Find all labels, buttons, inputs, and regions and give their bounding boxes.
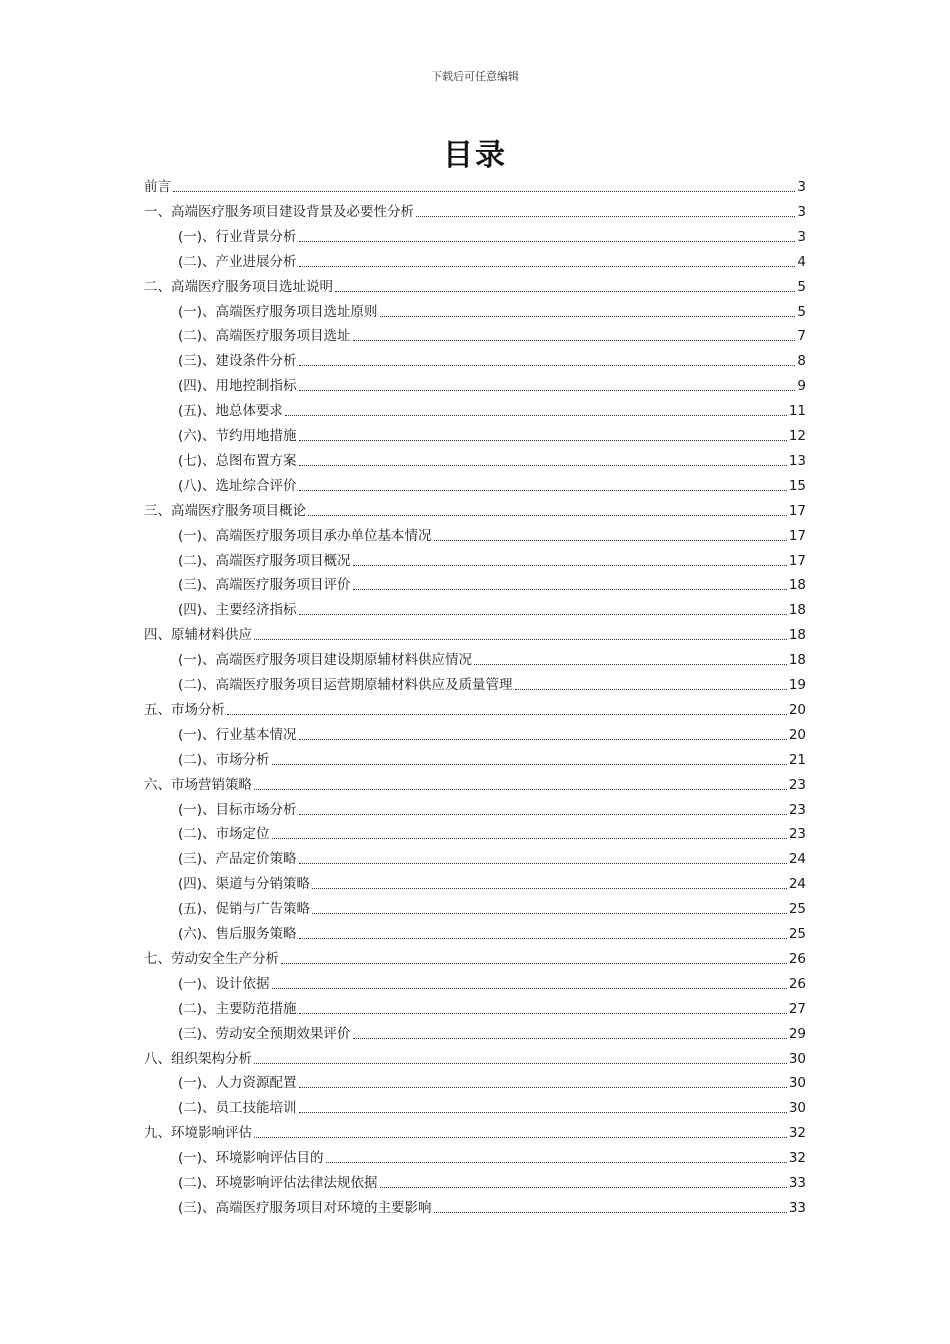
- toc-entry-label: 八、组织架构分析: [144, 1050, 252, 1067]
- toc-dot-leader: [299, 614, 787, 615]
- toc-chapter-entry[interactable]: [144, 176, 806, 196]
- toc-dot-leader: [353, 589, 787, 590]
- toc-section-entry[interactable]: [178, 923, 806, 943]
- toc-chapter-entry[interactable]: [144, 774, 806, 794]
- toc-entry-label: 前言: [144, 179, 171, 195]
- toc-dot-leader: [285, 415, 787, 416]
- toc-page-number: 17: [788, 527, 806, 544]
- toc-entry-label: (三)、高端医疗服务项目对环境的主要影响: [178, 1199, 432, 1216]
- toc-entry-label: (三)、高端医疗服务项目评价: [178, 577, 351, 594]
- toc-entry-label: (二)、环境影响评估法律法规依据: [178, 1175, 378, 1191]
- toc-page-number: 18: [788, 577, 806, 594]
- toc-page-number: 8: [797, 353, 806, 370]
- toc-entry-label: 二、高端医疗服务项目选址说明: [144, 278, 333, 295]
- toc-dot-leader: [299, 1013, 787, 1014]
- toc-dot-leader: [335, 291, 795, 292]
- toc-dot-leader: [380, 1187, 787, 1188]
- toc-entry-label: (二)、高端医疗服务项目选址: [178, 328, 351, 345]
- toc-entry-label: (一)、行业背景分析: [178, 228, 297, 245]
- toc-page-number: 9: [797, 378, 806, 395]
- toc-dot-leader: [380, 316, 796, 317]
- toc-dot-leader: [299, 390, 796, 391]
- toc-page-number: 23: [788, 776, 806, 793]
- toc-entry-label: 四、原辅材料供应: [144, 627, 252, 644]
- toc-section-entry[interactable]: [178, 550, 806, 570]
- toc-entry-label: (四)、渠道与分销策略: [178, 876, 311, 893]
- toc-section-entry[interactable]: [178, 749, 806, 769]
- toc-page-number: 25: [788, 926, 806, 942]
- toc-entry-label: 三、高端医疗服务项目概论: [144, 502, 306, 519]
- toc-page-number: 30: [788, 1075, 806, 1092]
- toc-entry-label: (六)、节约用地措施: [178, 428, 297, 444]
- toc-page-number: 7: [797, 328, 806, 345]
- toc-section-entry[interactable]: [178, 525, 806, 545]
- toc-entry-label: 六、市场营销策略: [144, 776, 252, 793]
- toc-section-entry[interactable]: [178, 1197, 806, 1217]
- toc-chapter-entry[interactable]: [144, 699, 806, 719]
- toc-entry-label: 七、劳动安全生产分析: [144, 950, 279, 967]
- toc-section-entry[interactable]: [178, 998, 806, 1018]
- toc-dot-leader: [353, 565, 787, 566]
- toc-entry-label: (六)、售后服务策略: [178, 926, 297, 942]
- toc-section-entry[interactable]: [178, 599, 806, 619]
- toc-page-number: 33: [788, 1175, 806, 1191]
- toc-entry-label: (三)、劳动安全预期效果评价: [178, 1025, 351, 1042]
- toc-entry-label: (八)、选址综合评价: [178, 477, 297, 494]
- toc-entry-label: 五、市场分析: [144, 701, 225, 718]
- toc-entry-label: 九、环境影响评估: [144, 1125, 252, 1142]
- toc-dot-leader: [416, 216, 795, 217]
- toc-dot-leader: [312, 913, 787, 914]
- toc-chapter-entry[interactable]: [144, 624, 806, 644]
- toc-dot-leader: [515, 689, 787, 690]
- toc-section-entry[interactable]: [178, 724, 806, 744]
- toc-entry-label: (二)、员工技能培训: [178, 1100, 297, 1117]
- toc-section-entry[interactable]: [178, 425, 806, 445]
- page-title: 目录: [443, 138, 507, 173]
- toc-entry-label: (二)、高端医疗服务项目运营期原辅材料供应及质量管理: [178, 677, 513, 693]
- toc-dot-leader: [299, 1112, 787, 1113]
- toc-chapter-entry[interactable]: [144, 500, 806, 520]
- toc-page-number: 25: [788, 901, 806, 918]
- toc-page-number: 3: [797, 228, 806, 245]
- toc-entry-label: (二)、市场定位: [178, 826, 270, 843]
- toc-entry-label: (一)、行业基本情况: [178, 726, 297, 743]
- toc-page-number: 24: [788, 876, 806, 893]
- toc-section-entry[interactable]: [178, 1023, 806, 1043]
- toc-entry-label: (四)、主要经济指标: [178, 602, 297, 619]
- toc-section-entry[interactable]: [178, 873, 806, 893]
- toc-section-entry[interactable]: [178, 325, 806, 345]
- toc-dot-leader: [326, 1162, 787, 1163]
- toc-dot-leader: [299, 465, 787, 466]
- toc-section-entry[interactable]: [178, 350, 806, 370]
- toc-entry-label: (四)、用地控制指标: [178, 378, 297, 395]
- toc-dot-leader: [254, 789, 787, 790]
- toc-section-entry[interactable]: [178, 450, 806, 470]
- toc-page-number: 13: [788, 452, 806, 469]
- toc-page-number: 17: [788, 552, 806, 569]
- toc-page-number: 5: [797, 278, 806, 295]
- toc-page-number: 30: [788, 1050, 806, 1067]
- toc-section-entry[interactable]: [178, 898, 806, 918]
- toc-dot-leader: [299, 814, 787, 815]
- toc-section-entry[interactable]: [178, 475, 806, 495]
- toc-entry-label: (二)、主要防范措施: [178, 1000, 297, 1017]
- toc-dot-leader: [254, 1063, 787, 1064]
- toc-chapter-entry[interactable]: [144, 276, 806, 296]
- toc-entry-label: (一)、设计依据: [178, 975, 270, 992]
- toc-page-number: 4: [797, 253, 806, 270]
- toc-dot-leader: [434, 1212, 787, 1213]
- toc-page-number: 20: [788, 701, 806, 718]
- toc-section-entry[interactable]: [178, 799, 806, 819]
- toc-dot-leader: [299, 938, 787, 939]
- toc-entry-label: (七)、总图布置方案: [178, 452, 297, 469]
- toc-dot-leader: [434, 540, 787, 541]
- toc-section-entry[interactable]: [178, 973, 806, 993]
- toc-page-number: 29: [788, 1025, 806, 1042]
- toc-entry-label: 一、高端医疗服务项目建设背景及必要性分析: [144, 203, 414, 220]
- toc-dot-leader: [299, 490, 787, 491]
- toc-section-entry[interactable]: [178, 251, 806, 271]
- toc-dot-leader: [254, 639, 787, 640]
- toc-page-number: 5: [797, 303, 806, 320]
- toc-dot-leader: [299, 440, 787, 441]
- toc-page-number: 23: [788, 801, 806, 818]
- toc-section-entry[interactable]: [178, 1147, 806, 1167]
- toc-dot-leader: [254, 1137, 787, 1138]
- toc-page-number: 12: [788, 428, 806, 444]
- toc-page-number: 18: [788, 602, 806, 619]
- toc-entry-label: (二)、高端医疗服务项目概况: [178, 552, 351, 569]
- toc-section-entry[interactable]: [178, 400, 806, 420]
- toc-section-entry[interactable]: [178, 823, 806, 843]
- toc-page-number: 21: [788, 751, 806, 768]
- toc-page-number: 3: [797, 179, 806, 195]
- toc-page-number: 3: [797, 203, 806, 220]
- toc-entry-label: (一)、人力资源配置: [178, 1075, 297, 1092]
- toc-dot-leader: [272, 838, 787, 839]
- toc-page-number: 15: [788, 477, 806, 494]
- header-note: 下载后可任意编辑: [431, 70, 519, 83]
- toc-page-number: 24: [788, 851, 806, 868]
- toc-page-number: 32: [788, 1125, 806, 1142]
- toc-entry-label: (一)、环境影响评估目的: [178, 1150, 324, 1167]
- toc-entry-label: (一)、目标市场分析: [178, 801, 297, 818]
- toc-section-entry[interactable]: [178, 301, 806, 321]
- toc-dot-leader: [353, 340, 796, 341]
- toc-dot-leader: [353, 1038, 787, 1039]
- toc-page-number: 18: [788, 652, 806, 669]
- toc-chapter-entry[interactable]: [144, 948, 806, 968]
- toc-page-number: 19: [788, 677, 806, 693]
- toc-chapter-entry[interactable]: [144, 1122, 806, 1142]
- toc-page-number: 26: [788, 950, 806, 967]
- toc-entry-label: (五)、促销与广告策略: [178, 901, 311, 918]
- toc-entry-label: (一)、高端医疗服务项目选址原则: [178, 303, 378, 320]
- toc-section-entry[interactable]: [178, 375, 806, 395]
- toc-section-entry[interactable]: [178, 1072, 806, 1092]
- toc-page-number: 23: [788, 826, 806, 843]
- toc-dot-leader: [299, 863, 787, 864]
- toc-entry-label: (二)、产业进展分析: [178, 253, 297, 270]
- toc-section-entry[interactable]: [178, 226, 806, 246]
- toc-chapter-entry[interactable]: [144, 201, 806, 221]
- toc-entry-label: (三)、建设条件分析: [178, 353, 297, 370]
- toc-entry-label: (二)、市场分析: [178, 751, 270, 768]
- toc-section-entry[interactable]: [178, 674, 806, 694]
- toc-dot-leader: [299, 266, 796, 267]
- toc-chapter-entry[interactable]: [144, 1048, 806, 1068]
- toc-dot-leader: [272, 988, 787, 989]
- toc-entry-label: (三)、产品定价策略: [178, 851, 297, 868]
- toc-dot-leader: [299, 1087, 787, 1088]
- toc-page-number: 18: [788, 627, 806, 644]
- toc-section-entry[interactable]: [178, 1172, 806, 1192]
- toc-dot-leader: [227, 714, 787, 715]
- toc-dot-leader: [272, 764, 787, 765]
- toc-dot-leader: [308, 515, 787, 516]
- toc-section-entry[interactable]: [178, 848, 806, 868]
- toc-entry-label: (一)、高端医疗服务项目建设期原辅材料供应情况: [178, 652, 473, 669]
- toc-dot-leader: [173, 191, 795, 192]
- toc-dot-leader: [281, 963, 787, 964]
- toc-page-number: 30: [788, 1100, 806, 1117]
- toc-page-number: 32: [788, 1150, 806, 1167]
- toc-page-number: 11: [788, 403, 806, 420]
- toc-entry-label: (五)、地总体要求: [178, 403, 284, 420]
- toc-dot-leader: [312, 888, 787, 889]
- toc-page-number: 17: [788, 502, 806, 519]
- toc-page-number: 27: [788, 1000, 806, 1017]
- toc-dot-leader: [474, 664, 787, 665]
- toc-dot-leader: [299, 241, 796, 242]
- toc-dot-leader: [299, 739, 787, 740]
- toc-page-number: 20: [788, 726, 806, 743]
- toc-dot-leader: [299, 365, 796, 366]
- toc-page-number: 26: [788, 975, 806, 992]
- toc-section-entry[interactable]: [178, 574, 806, 594]
- toc-section-entry[interactable]: [178, 1097, 806, 1117]
- toc-entry-label: (一)、高端医疗服务项目承办单位基本情况: [178, 527, 432, 544]
- toc-section-entry[interactable]: [178, 649, 806, 669]
- toc-page-number: 33: [788, 1199, 806, 1216]
